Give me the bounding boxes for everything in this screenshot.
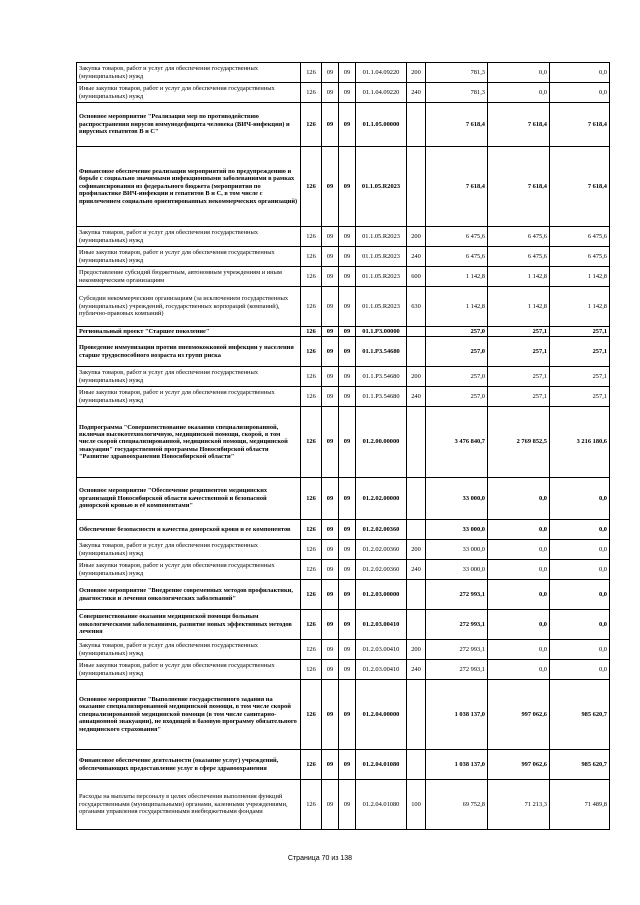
amount-year-1: 33 000,0 xyxy=(426,560,488,580)
amount-year-3: 0,0 xyxy=(550,640,610,660)
row-name: Проведение иммунизации против пневмококковой инфекции у населения старше трудоспособного возраста из групп риска xyxy=(77,337,301,367)
table-row xyxy=(77,660,610,680)
subsection-code: 09 xyxy=(339,287,356,327)
amount-year-2: 0,0 xyxy=(488,610,550,640)
amount-year-1: 1 142,8 xyxy=(426,287,488,327)
expense-type-code: 100 xyxy=(407,780,426,830)
row-name: Основное мероприятие "Внедрение современных методов профилактики, диагностики и лечения онкологических заболеваний" xyxy=(77,580,301,610)
row-name: Закупка товаров, работ и услуг для обеспечения государственных (муниципальных) нужд xyxy=(77,640,301,660)
subsection-code: 09 xyxy=(339,680,356,750)
ministry-code: 126 xyxy=(301,610,322,640)
expense-type-code: 600 xyxy=(407,267,426,287)
target-article-code: 01.2.03.00000 xyxy=(356,580,407,610)
target-article-code: 01.1.05.R2023 xyxy=(356,267,407,287)
amount-year-1: 1 038 137,0 xyxy=(426,680,488,750)
target-article-code: 01.2.02.00360 xyxy=(356,520,407,540)
expense-type-code: 200 xyxy=(407,367,426,387)
amount-year-1: 3 476 840,7 xyxy=(426,407,488,478)
expense-type-code: 200 xyxy=(407,640,426,660)
amount-year-1: 781,3 xyxy=(426,63,488,83)
amount-year-2: 257,1 xyxy=(488,327,550,337)
subsection-code: 09 xyxy=(339,267,356,287)
amount-year-1: 1 038 137,0 xyxy=(426,750,488,780)
amount-year-3: 6 475,6 xyxy=(550,247,610,267)
subsection-code: 09 xyxy=(339,407,356,478)
expense-type-code xyxy=(407,337,426,367)
table-row xyxy=(77,780,610,830)
row-name: Финансовое обеспечение реализации мероприятий по предупреждению и борьбе с социально значимыми инфекционными заболеваниями в рамках софинансирования из федерального бюджета (мероприятия по профилактике ВИЧ-инфекции и гепатитов В и С, в том числе с привлечением социально ориентированных некоммерческих организаций) xyxy=(77,147,301,227)
table-row xyxy=(77,680,610,750)
table-row xyxy=(77,407,610,478)
amount-year-1: 272 993,1 xyxy=(426,610,488,640)
subsection-code: 09 xyxy=(339,327,356,337)
amount-year-1: 257,0 xyxy=(426,327,488,337)
section-code: 09 xyxy=(322,660,339,680)
ministry-code: 126 xyxy=(301,63,322,83)
amount-year-2: 71 213,3 xyxy=(488,780,550,830)
section-code: 09 xyxy=(322,147,339,227)
section-code: 09 xyxy=(322,640,339,660)
section-code: 09 xyxy=(322,327,339,337)
expense-type-code xyxy=(407,103,426,147)
amount-year-1: 257,0 xyxy=(426,367,488,387)
section-code: 09 xyxy=(322,83,339,103)
amount-year-3: 257,1 xyxy=(550,387,610,407)
target-article-code: 01.2.03.00410 xyxy=(356,640,407,660)
table-row xyxy=(77,640,610,660)
subsection-code: 09 xyxy=(339,750,356,780)
amount-year-3: 0,0 xyxy=(550,660,610,680)
section-code: 09 xyxy=(322,560,339,580)
amount-year-3: 0,0 xyxy=(550,478,610,520)
ministry-code: 126 xyxy=(301,247,322,267)
row-name: Обеспечение безопасности и качества донорской крови и ее компонентов xyxy=(77,520,301,540)
subsection-code: 09 xyxy=(339,103,356,147)
amount-year-1: 69 752,8 xyxy=(426,780,488,830)
amount-year-2: 6 475,6 xyxy=(488,247,550,267)
row-name: Закупка товаров, работ и услуг для обеспечения государственных (муниципальных) нужд xyxy=(77,540,301,560)
amount-year-1: 272 993,1 xyxy=(426,580,488,610)
ministry-code: 126 xyxy=(301,478,322,520)
expense-type-code: 240 xyxy=(407,247,426,267)
target-article-code: 01.1.P3.54680 xyxy=(356,367,407,387)
amount-year-3: 985 620,7 xyxy=(550,750,610,780)
row-name: Закупка товаров, работ и услуг для обеспечения государственных (муниципальных) нужд xyxy=(77,63,301,83)
amount-year-1: 781,3 xyxy=(426,83,488,103)
table-row xyxy=(77,147,610,227)
expense-type-code: 630 xyxy=(407,287,426,327)
target-article-code: 01.1.P3.54680 xyxy=(356,337,407,367)
ministry-code: 126 xyxy=(301,680,322,750)
amount-year-2: 6 475,6 xyxy=(488,227,550,247)
target-article-code: 01.2.04.01080 xyxy=(356,750,407,780)
amount-year-2: 257,1 xyxy=(488,367,550,387)
amount-year-2: 0,0 xyxy=(488,580,550,610)
subsection-code: 09 xyxy=(339,367,356,387)
amount-year-1: 7 618,4 xyxy=(426,103,488,147)
section-code: 09 xyxy=(322,367,339,387)
amount-year-1: 33 000,0 xyxy=(426,478,488,520)
table-row xyxy=(77,750,610,780)
amount-year-3: 7 618,4 xyxy=(550,103,610,147)
ministry-code: 126 xyxy=(301,367,322,387)
ministry-code: 126 xyxy=(301,337,322,367)
subsection-code: 09 xyxy=(339,640,356,660)
expense-type-code xyxy=(407,520,426,540)
section-code: 09 xyxy=(322,540,339,560)
ministry-code: 126 xyxy=(301,780,322,830)
ministry-code: 126 xyxy=(301,580,322,610)
target-article-code: 01.2.02.00000 xyxy=(356,478,407,520)
amount-year-2: 1 142,8 xyxy=(488,267,550,287)
subsection-code: 09 xyxy=(339,63,356,83)
section-code: 09 xyxy=(322,267,339,287)
amount-year-2: 1 142,8 xyxy=(488,287,550,327)
table-row xyxy=(77,560,610,580)
table-row xyxy=(77,247,610,267)
row-name: Иные закупки товаров, работ и услуг для обеспечения государственных (муниципальных) нужд xyxy=(77,247,301,267)
row-name: Иные закупки товаров, работ и услуг для обеспечения государственных (муниципальных) нужд xyxy=(77,387,301,407)
amount-year-1: 272 993,1 xyxy=(426,640,488,660)
table-row xyxy=(77,610,610,640)
amount-year-3: 3 216 180,6 xyxy=(550,407,610,478)
expense-type-code xyxy=(407,680,426,750)
expense-type-code xyxy=(407,478,426,520)
subsection-code: 09 xyxy=(339,540,356,560)
amount-year-2: 997 062,6 xyxy=(488,750,550,780)
table-row xyxy=(77,387,610,407)
target-article-code: 01.2.02.00360 xyxy=(356,560,407,580)
expense-type-code xyxy=(407,750,426,780)
table-row xyxy=(77,540,610,560)
expense-type-code xyxy=(407,610,426,640)
amount-year-1: 33 000,0 xyxy=(426,540,488,560)
subsection-code: 09 xyxy=(339,83,356,103)
expense-type-code: 240 xyxy=(407,387,426,407)
table-row xyxy=(77,227,610,247)
amount-year-3: 257,1 xyxy=(550,327,610,337)
table-row xyxy=(77,580,610,610)
subsection-code: 09 xyxy=(339,387,356,407)
row-name: Основное мероприятие "Обеспечение реципиентов медицинских организаций Новосибирской области качественной и безопасной донорской кровью и её компонентами" xyxy=(77,478,301,520)
target-article-code: 01.1.05.R2023 xyxy=(356,247,407,267)
amount-year-3: 985 620,7 xyxy=(550,680,610,750)
amount-year-3: 0,0 xyxy=(550,520,610,540)
row-name: Закупка товаров, работ и услуг для обеспечения государственных (муниципальных) нужд xyxy=(77,227,301,247)
subsection-code: 09 xyxy=(339,247,356,267)
subsection-code: 09 xyxy=(339,147,356,227)
amount-year-1: 7 618,4 xyxy=(426,147,488,227)
amount-year-2: 0,0 xyxy=(488,540,550,560)
amount-year-3: 257,1 xyxy=(550,337,610,367)
ministry-code: 126 xyxy=(301,750,322,780)
amount-year-3: 71 489,8 xyxy=(550,780,610,830)
expense-type-code: 240 xyxy=(407,660,426,680)
row-name: Иные закупки товаров, работ и услуг для обеспечения государственных (муниципальных) нужд xyxy=(77,660,301,680)
expense-type-code xyxy=(407,580,426,610)
section-code: 09 xyxy=(322,750,339,780)
amount-year-1: 1 142,8 xyxy=(426,267,488,287)
section-code: 09 xyxy=(322,247,339,267)
amount-year-3: 6 475,6 xyxy=(550,227,610,247)
table-row xyxy=(77,103,610,147)
target-article-code: 01.2.04.00000 xyxy=(356,680,407,750)
section-code: 09 xyxy=(322,680,339,750)
ministry-code: 126 xyxy=(301,83,322,103)
amount-year-1: 257,0 xyxy=(426,387,488,407)
amount-year-3: 0,0 xyxy=(550,83,610,103)
amount-year-2: 0,0 xyxy=(488,660,550,680)
row-name: Предоставление субсидий бюджетным, автономным учреждениям и иным некоммерческим организациям xyxy=(77,267,301,287)
row-name: Субсидии некоммерческим организациям (за исключением государственных (муниципальных) учреждений, государственных корпораций (компаний), публично-правовых компаний) xyxy=(77,287,301,327)
amount-year-2: 2 769 852,5 xyxy=(488,407,550,478)
ministry-code: 126 xyxy=(301,387,322,407)
target-article-code: 01.2.02.00360 xyxy=(356,540,407,560)
target-article-code: 01.2.04.01080 xyxy=(356,780,407,830)
amount-year-1: 272 993,1 xyxy=(426,660,488,680)
amount-year-1: 6 475,6 xyxy=(426,247,488,267)
expense-type-code: 240 xyxy=(407,83,426,103)
ministry-code: 126 xyxy=(301,640,322,660)
amount-year-2: 0,0 xyxy=(488,520,550,540)
ministry-code: 126 xyxy=(301,267,322,287)
target-article-code: 01.1.P3.00000 xyxy=(356,327,407,337)
section-code: 09 xyxy=(322,520,339,540)
row-name: Региональный проект "Старшее поколение" xyxy=(77,327,301,337)
ministry-code: 126 xyxy=(301,287,322,327)
section-code: 09 xyxy=(322,103,339,147)
amount-year-2: 0,0 xyxy=(488,63,550,83)
table-row xyxy=(77,83,610,103)
ministry-code: 126 xyxy=(301,660,322,680)
table-row xyxy=(77,287,610,327)
subsection-code: 09 xyxy=(339,337,356,367)
row-name: Подпрограмма "Совершенствование оказания специализированной, включая высокотехнологичную, медицинской помощи, скорой, в том числе скорой специализированной, медицинской помощи, медицинской эвакуации" государственной программы Новосибирской области "Развитие здравоохранения Новосибирской области" xyxy=(77,407,301,478)
budget-table xyxy=(76,62,610,830)
section-code: 09 xyxy=(322,287,339,327)
row-name: Закупка товаров, работ и услуг для обеспечения государственных (муниципальных) нужд xyxy=(77,367,301,387)
amount-year-1: 33 000,0 xyxy=(426,520,488,540)
row-name: Иные закупки товаров, работ и услуг для обеспечения государственных (муниципальных) нужд xyxy=(77,560,301,580)
section-code: 09 xyxy=(322,407,339,478)
table-row xyxy=(77,520,610,540)
amount-year-2: 7 618,4 xyxy=(488,103,550,147)
amount-year-3: 1 142,8 xyxy=(550,267,610,287)
target-article-code: 01.1.P3.54680 xyxy=(356,387,407,407)
subsection-code: 09 xyxy=(339,560,356,580)
ministry-code: 126 xyxy=(301,103,322,147)
subsection-code: 09 xyxy=(339,520,356,540)
amount-year-3: 0,0 xyxy=(550,560,610,580)
table-row xyxy=(77,63,610,83)
amount-year-3: 1 142,8 xyxy=(550,287,610,327)
amount-year-1: 6 475,6 xyxy=(426,227,488,247)
subsection-code: 09 xyxy=(339,660,356,680)
amount-year-3: 0,0 xyxy=(550,63,610,83)
row-name: Основное мероприятие "Реализация мер по противодействию распространения вирусов иммунодефицита человека (ВИЧ-инфекция) и вирусных гепатитов В и С" xyxy=(77,103,301,147)
expense-type-code: 200 xyxy=(407,540,426,560)
section-code: 09 xyxy=(322,337,339,367)
table-row xyxy=(77,337,610,367)
row-name: Финансовое обеспечение деятельности (оказание услуг) учреждений, обеспечивающих предоставление услуг в сфере здравоохранения xyxy=(77,750,301,780)
amount-year-2: 257,1 xyxy=(488,387,550,407)
amount-year-3: 0,0 xyxy=(550,610,610,640)
row-name: Основное мероприятие "Выполнение государственного задания на оказание специализированной медицинской помощи, в том числе скорой специализированной медицинской помощи (в том числе санитарно-авиационной эвакуации), не входящей в базовую программу обязательного медицинского страхования" xyxy=(77,680,301,750)
target-article-code: 01.1.04.09220 xyxy=(356,83,407,103)
amount-year-2: 0,0 xyxy=(488,560,550,580)
table-row xyxy=(77,267,610,287)
ministry-code: 126 xyxy=(301,520,322,540)
page-number: Страница 70 из 138 xyxy=(287,855,353,862)
amount-year-1: 257,0 xyxy=(426,337,488,367)
target-article-code: 01.2.00.00000 xyxy=(356,407,407,478)
section-code: 09 xyxy=(322,780,339,830)
ministry-code: 126 xyxy=(301,560,322,580)
amount-year-2: 257,1 xyxy=(488,337,550,367)
target-article-code: 01.2.03.00410 xyxy=(356,610,407,640)
subsection-code: 09 xyxy=(339,610,356,640)
ministry-code: 126 xyxy=(301,540,322,560)
row-name: Совершенствование оказания медицинской помощи больным онкологическими заболеваниями, развитие новых эффективных методов лечения xyxy=(77,610,301,640)
ministry-code: 126 xyxy=(301,327,322,337)
target-article-code: 01.1.05.R2023 xyxy=(356,147,407,227)
table-row xyxy=(77,367,610,387)
section-code: 09 xyxy=(322,580,339,610)
expense-type-code: 240 xyxy=(407,560,426,580)
amount-year-2: 0,0 xyxy=(488,478,550,520)
row-name: Иные закупки товаров, работ и услуг для обеспечения государственных (муниципальных) нужд xyxy=(77,83,301,103)
amount-year-2: 0,0 xyxy=(488,640,550,660)
ministry-code: 126 xyxy=(301,407,322,478)
subsection-code: 09 xyxy=(339,478,356,520)
ministry-code: 126 xyxy=(301,227,322,247)
section-code: 09 xyxy=(322,387,339,407)
section-code: 09 xyxy=(322,610,339,640)
subsection-code: 09 xyxy=(339,227,356,247)
target-article-code: 01.1.05.R2023 xyxy=(356,287,407,327)
expense-type-code xyxy=(407,407,426,478)
target-article-code: 01.1.04.09220 xyxy=(356,63,407,83)
section-code: 09 xyxy=(322,227,339,247)
row-name: Расходы на выплаты персоналу в целях обеспечения выполнения функций государственными (муниципальными) органами, казенными учреждениями, органами управления государственными внебюджетными фондами xyxy=(77,780,301,830)
section-code: 09 xyxy=(322,478,339,520)
target-article-code: 01.2.03.00410 xyxy=(356,660,407,680)
expense-type-code: 200 xyxy=(407,63,426,83)
amount-year-3: 0,0 xyxy=(550,540,610,560)
amount-year-2: 7 618,4 xyxy=(488,147,550,227)
expense-type-code xyxy=(407,147,426,227)
amount-year-2: 0,0 xyxy=(488,83,550,103)
expense-type-code: 200 xyxy=(407,227,426,247)
section-code: 09 xyxy=(322,63,339,83)
amount-year-3: 257,1 xyxy=(550,367,610,387)
amount-year-3: 7 618,4 xyxy=(550,147,610,227)
table-row xyxy=(77,327,610,337)
subsection-code: 09 xyxy=(339,580,356,610)
amount-year-2: 997 062,6 xyxy=(488,680,550,750)
target-article-code: 01.1.05.00000 xyxy=(356,103,407,147)
subsection-code: 09 xyxy=(339,780,356,830)
amount-year-3: 0,0 xyxy=(550,580,610,610)
table-row xyxy=(77,478,610,520)
expense-type-code xyxy=(407,327,426,337)
budget-table-body xyxy=(77,63,610,830)
target-article-code: 01.1.05.R2023 xyxy=(356,227,407,247)
ministry-code: 126 xyxy=(301,147,322,227)
